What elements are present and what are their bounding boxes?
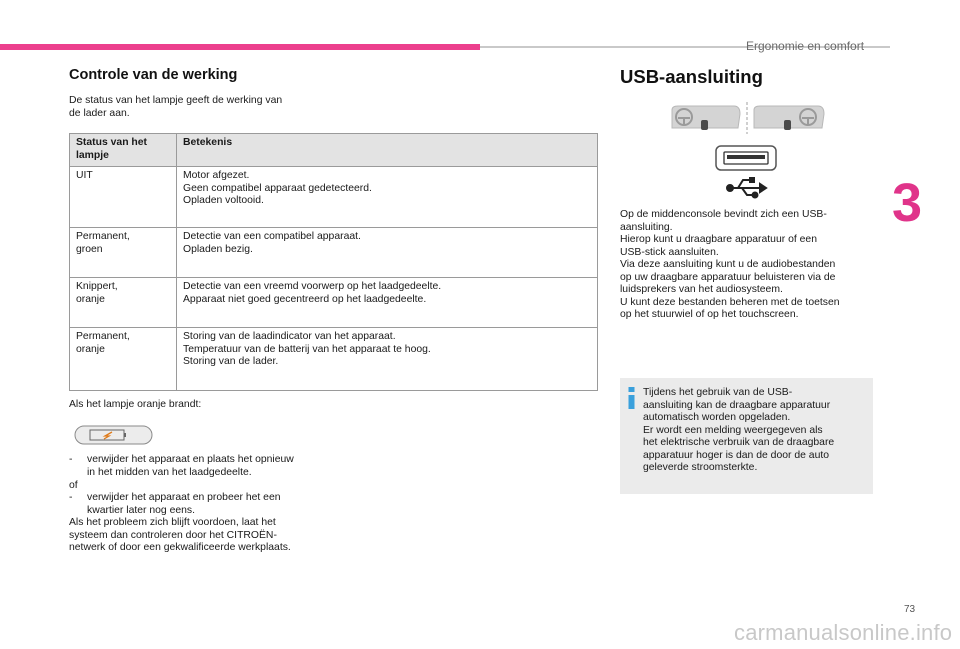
table-row: [70, 328, 598, 391]
page-number: 73: [904, 604, 916, 615]
intro-text: De status van het lampje geeft de werking van de lader aan.: [69, 95, 283, 119]
table-row: [70, 228, 598, 278]
step-dash: -: [69, 454, 73, 465]
table-header-meaning: Betekenis: [177, 134, 598, 167]
step-text: verwijder het apparaat en plaats het opnieuw in het midden van het laadgedeelte.: [87, 454, 294, 478]
section-heading-usb: USB-aansluiting: [620, 66, 763, 87]
info-icon: [627, 387, 636, 409]
steering-wheel-icon: [672, 106, 740, 130]
section-title: Ergonomie en comfort: [746, 39, 865, 53]
step-dash: -: [69, 492, 73, 503]
table-cell-status: Permanent, groen: [70, 228, 177, 278]
table-cell-status: Permanent, oranje: [70, 328, 177, 391]
watermark: carmanualsonline.info: [734, 620, 953, 645]
table-row: [70, 278, 598, 328]
table-cell-status: Knippert, oranje: [70, 278, 177, 328]
step-text: verwijder het apparaat en probeer het een kwartier later nog eens.: [87, 492, 281, 516]
header-accent-bar: [0, 44, 480, 50]
charging-indicator-icon: [74, 425, 154, 446]
tip-text: Tijdens het gebruik van de USB- aansluiting kan de draagbare apparatuur automatisch worden opgeladen. Er wordt een melding weergegeven als het elektrische verbruik van de draagbare apparatuur hoger is dan de door de auto geleverde stroomsterkte.: [643, 387, 835, 473]
table-header-row: [70, 134, 598, 167]
table-cell-meaning: Motor afgezet. Geen compatibel apparaat gedetecteerd. Opladen voltooid.: [177, 167, 598, 228]
or-word: of: [69, 480, 78, 491]
closing-text: Als het probleem zich blijft voordoen, laat het systeem dan controleren door het CITROËN- netwerk of door een gekwalificeerde werkplaats.: [69, 517, 291, 553]
table-cell-status: UIT: [70, 167, 177, 228]
steering-wheel-icon: [754, 106, 824, 130]
table-cell-meaning: Storing van de laadindicator van het apparaat. Temperatuur van de batterij van het apparaat te hoog. Storing van de lader.: [177, 328, 598, 391]
chapter-number: 3: [892, 173, 923, 233]
status-table: [69, 133, 598, 391]
table-cell-meaning: Detectie van een vreemd voorwerp op het laadgedeelte. Apparaat niet goed gecentreerd op het laadgedeelte.: [177, 278, 598, 328]
usb-port-icon: [716, 146, 776, 170]
table-cell-meaning: Detectie van een compatibel apparaat. Opladen bezig.: [177, 228, 598, 278]
section-heading-controle: Controle van de werking: [69, 67, 238, 83]
usb-symbol-icon: [727, 178, 766, 198]
usb-illustration: [668, 100, 828, 200]
orange-condition-label: Als het lampje oranje brandt:: [69, 399, 202, 410]
table-row: [70, 167, 598, 228]
table-header-status: Status van het lampje: [70, 134, 177, 167]
usb-description: Op de middenconsole bevindt zich een USB- aansluiting. Hierop kunt u draagbare apparatuur of een USB-stick aansluiten. Via deze aansluiting kunt u de audiobestanden op uw draagbare apparatuur beluisteren via de luidsprekers van het audiosysteem. U kunt deze bestanden beheren met de toetsen op het stuurwiel of op het touchscreen.: [620, 209, 840, 320]
